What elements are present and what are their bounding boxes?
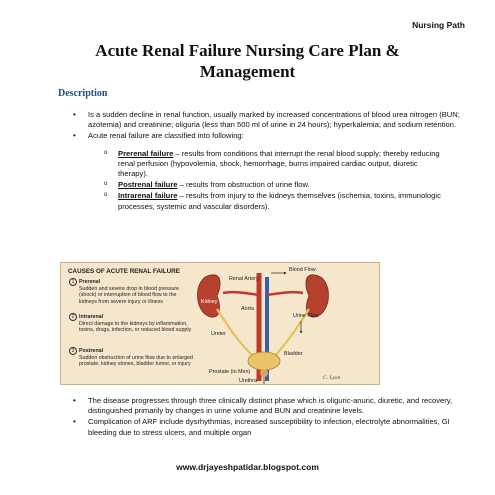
classification-item [104,180,444,190]
classification-desc: – results from injury to the kidneys themselves (ischemia, toxins, immunologic processes, systemic and vascular disorders). [118,191,441,211]
classification-list [104,149,444,212]
kidney-left [198,275,221,317]
classification-term: Postrenal failure [118,180,178,190]
classification-item [104,191,444,211]
classification-desc: – results from obstruction of urine flow. [177,180,310,190]
label-prostate: Prostate (in Men) [209,369,251,375]
page-title-line-2: Management [199,62,296,81]
illustrator-signature: C. Lyon [323,375,341,381]
classification-desc: – results from conditions that interrupt the renal blood supply; thereby reducing renal perfusion (hypovolemia, shock, hemorrhage, burns impaired cardiac output, diuretic therapy). [118,148,440,179]
cause-heading: Postrenal [79,348,104,354]
classification-item [104,149,444,180]
page-title [0,40,495,82]
prostate-shape [260,369,268,377]
label-blood-flow: Blood Flow [289,267,316,273]
list-item: • Is a sudden decline in renal function, usually marked by increased concentrations of blood urea nitrogen (BUN; azotemia) and creatinine; oliguria (less than 500 ml of urine in 24 hours); hyperkalemia; and sodium retention. [70,110,470,130]
list-item: • Complication of ARF include dysrhythmias, increased susceptibility to infection, electrolyte abnormalities, GI bleeding due to stress ulcers, and multiple organ [70,417,470,437]
label-ureter: Ureter [211,331,226,337]
cause-description: Sudden obstruction of urine flow due to enlarged prostate, kidney stones, bladder tumor, or injury [79,355,193,368]
renal-failure-figure [60,262,380,385]
cause-number: 2 [69,313,77,321]
site-brand: Nursing Path [412,20,465,30]
cause-prerenal [69,278,195,305]
label-kidney: Kidney [201,299,218,305]
bladder-shape [248,352,280,370]
cause-number: 3 [69,347,77,355]
renal-artery-left [223,292,259,295]
classification-term: Intrarenal failure [118,191,178,201]
cause-heading: Intrarenal [79,314,104,320]
footer-url: www.drjayeshpatidar.blogspot.com [176,462,319,472]
page-title-line-1: Acute Renal Failure Nursing Care Plan & [95,41,400,60]
cause-number: 1 [69,278,77,286]
cause-postrenal [69,347,195,368]
description-list [70,110,470,213]
cause-description: Sudden and severe drop in blood pressure (shock) or interruption of blood flow to the kidneys from severe injury or illness [79,286,180,305]
progression-list [70,396,470,439]
renal-artery-right [267,292,303,295]
cause-heading: Prerenal [79,279,101,285]
label-urethra: Urethra [239,378,257,384]
label-urine-flow: Urine Flow [293,313,319,319]
figure-title: CAUSES OF ACUTE RENAL FAILURE [68,268,180,275]
classification-term: Prerenal failure [118,148,174,158]
list-item: • Acute renal failure are classified into following: [70,131,470,141]
cause-intrarenal [69,313,195,334]
label-aorta: Aorta [241,306,254,312]
list-item: • The disease progresses through three clinically distinct phase which is oliguric-anuric, diuretic, and recovery, distinguished primarily by changes in urine volume and BUN and creatinine levels. [70,396,470,416]
label-bladder: Bladder [284,351,303,357]
label-renal-artery: Renal Artery [229,276,259,282]
kidney-right [306,275,329,317]
description-heading: Description [58,88,108,99]
cause-description: Direct damage to the kidneys by inflammation, toxins, drugs, infection, or reduced blood supply [79,321,192,334]
